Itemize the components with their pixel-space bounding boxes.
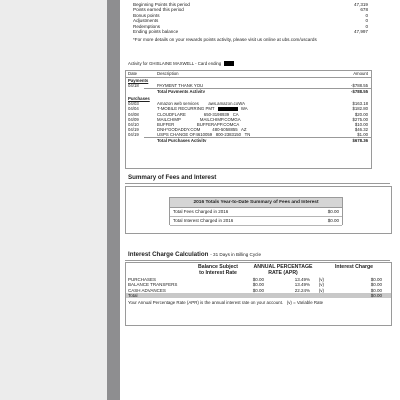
transaction-date: 04/04 bbox=[128, 106, 139, 112]
amount-header: Amount bbox=[353, 71, 368, 76]
interest-charge: $0.00 bbox=[370, 277, 382, 283]
fees-label: Total Interest Charged in 2016 bbox=[173, 218, 234, 223]
transaction-description: PAYMENT THANK YOU bbox=[157, 83, 204, 89]
redacted-card-number bbox=[224, 61, 234, 66]
transaction-amount: $46.32 bbox=[354, 126, 368, 132]
fees-row bbox=[170, 208, 342, 217]
balance-header: Balance Subject to Interest Rate bbox=[197, 264, 239, 276]
transaction-date: 04/08 bbox=[128, 111, 139, 117]
description-header: Description bbox=[157, 71, 179, 76]
rewards-summary bbox=[125, 2, 368, 43]
interest-section-header bbox=[125, 245, 390, 261]
fees-value: $0.00 bbox=[327, 218, 339, 223]
variable-rate-flag: (v) bbox=[318, 277, 324, 283]
interest-balance: $0.00 bbox=[252, 277, 264, 283]
rewards-value: 47,997 bbox=[353, 29, 368, 35]
rewards-label: Redemptions bbox=[133, 23, 161, 29]
transaction-description: T-MOBILE RECURRING PMT WA bbox=[157, 106, 248, 112]
interest-subtitle: - 31 Days in Billing Cycle bbox=[210, 252, 262, 257]
left-margin-stripe bbox=[107, 0, 120, 400]
transaction-description: CLOUDFLARE 650-3198939 CA bbox=[157, 111, 239, 117]
variable-rate-flag: (v) bbox=[318, 282, 324, 288]
purchases-total-row bbox=[126, 137, 371, 142]
rewards-row bbox=[125, 29, 368, 34]
rewards-value: 0 bbox=[365, 12, 368, 18]
charge-header: Interest Charge bbox=[334, 264, 374, 270]
fees-value: $0.00 bbox=[327, 209, 339, 214]
interest-charge: $0.00 bbox=[370, 287, 382, 293]
activity-title bbox=[128, 61, 234, 66]
rewards-label: Bonus points bbox=[133, 12, 160, 18]
purchases-label: Purchases bbox=[128, 96, 150, 102]
rewards-label: Points earned this period bbox=[133, 7, 184, 13]
fees-section-title: Summary of Fees and Interest bbox=[128, 174, 217, 181]
transaction-description: Amazon web services aws.amazon.coWA bbox=[157, 101, 245, 107]
transaction-date: 04/09 bbox=[128, 116, 139, 122]
payments-total-label: Total Payments Activity bbox=[144, 88, 294, 93]
interest-apr: 22.24% bbox=[294, 287, 310, 293]
transaction-description: BUFFER BUFFERAPP.COMCA bbox=[157, 121, 240, 127]
interest-row-label: CASH ADVANCES bbox=[128, 287, 166, 293]
rewards-value: 0 bbox=[365, 23, 368, 29]
interest-row-label: BALANCE TRANSFERS bbox=[128, 282, 178, 288]
transaction-description: DNH*GODADDY.COM 480-5058855 AZ bbox=[157, 126, 247, 132]
left-margin-panel bbox=[0, 0, 110, 400]
transaction-date: 04/19 bbox=[128, 131, 139, 137]
activity-title-text: Activity for GHISLAINE MAXWELL - Card ending bbox=[128, 61, 222, 66]
fees-box bbox=[125, 186, 392, 234]
transaction-description: MAILCHIMP MAILCHIMP.COMGA bbox=[157, 116, 241, 122]
transaction-amount: $275.00 bbox=[352, 116, 368, 122]
activity-box bbox=[125, 70, 372, 169]
transaction-date: 04/03 bbox=[128, 101, 139, 107]
purchases-total-label: Total Purchases Activity bbox=[144, 137, 294, 142]
fees-row bbox=[170, 217, 342, 226]
apr-header: ANNUAL PERCENTAGE RATE (APR) bbox=[253, 264, 313, 276]
interest-apr: 13.49% bbox=[294, 277, 310, 283]
interest-apr: 13.49% bbox=[294, 282, 310, 288]
fees-label: Total Fees Charged in 2016 bbox=[173, 209, 229, 214]
interest-header-row bbox=[126, 265, 391, 276]
interest-total-label: Total bbox=[128, 292, 138, 298]
transaction-date: 04/19 bbox=[128, 126, 139, 132]
transaction-amount: $163.18 bbox=[352, 101, 368, 107]
rewards-value: 678 bbox=[360, 7, 368, 13]
fees-section-header bbox=[125, 171, 390, 184]
rewards-value: 0 bbox=[365, 18, 368, 24]
purchases-total-amount: $678.36 bbox=[294, 137, 371, 142]
payments-total-amount: -$788.55 bbox=[294, 88, 371, 93]
interest-total-charge: $0.00 bbox=[370, 292, 382, 298]
rewards-value: 47,319 bbox=[353, 2, 368, 7]
interest-total-row bbox=[126, 293, 391, 298]
payments-total-row bbox=[126, 88, 371, 93]
transaction-amount: $182.80 bbox=[352, 106, 368, 112]
interest-charge: $0.00 bbox=[370, 282, 382, 288]
transaction-amount: $10.00 bbox=[354, 121, 368, 127]
fees-table bbox=[169, 197, 343, 225]
transaction-date: 04/10 bbox=[128, 121, 139, 127]
rewards-label: Adjustments bbox=[133, 18, 159, 24]
rewards-note: *For more details on your rewards points activity, please visit us online at ubs.com/uscards bbox=[133, 37, 317, 43]
date-header: Date bbox=[128, 71, 138, 76]
interest-footnote: Your Annual Percentage Rate (APR) is the annual interest rate on your account. (v) = Variable Rate bbox=[128, 299, 324, 305]
rewards-label: Ending points balance bbox=[133, 29, 179, 35]
transaction-amount: $1.00 bbox=[357, 131, 368, 137]
transaction-amount: -$788.55 bbox=[351, 83, 368, 89]
activity-header-row bbox=[126, 71, 371, 78]
interest-box bbox=[125, 262, 392, 326]
interest-section-title: Interest Charge Calculation - 31 Days in Billing Cycle bbox=[128, 251, 262, 258]
statement-page bbox=[125, 0, 395, 400]
payments-label: Payments bbox=[128, 78, 149, 83]
interest-balance: $0.00 bbox=[252, 287, 264, 293]
interest-row-label: PURCHASES bbox=[128, 277, 157, 283]
transaction-description: USPS CHANGE OF4610059 800-2383150 TN bbox=[157, 131, 251, 137]
variable-rate-flag: (v) bbox=[318, 287, 324, 293]
fees-table-title: 2016 Totals Year-to-Date Summary of Fees and Interest bbox=[170, 198, 342, 208]
rewards-label: Beginning Points this period bbox=[133, 2, 190, 7]
transaction-date: 04/18 bbox=[128, 83, 139, 89]
transaction-amount: $20.00 bbox=[354, 111, 368, 117]
interest-balance: $0.00 bbox=[252, 282, 264, 288]
